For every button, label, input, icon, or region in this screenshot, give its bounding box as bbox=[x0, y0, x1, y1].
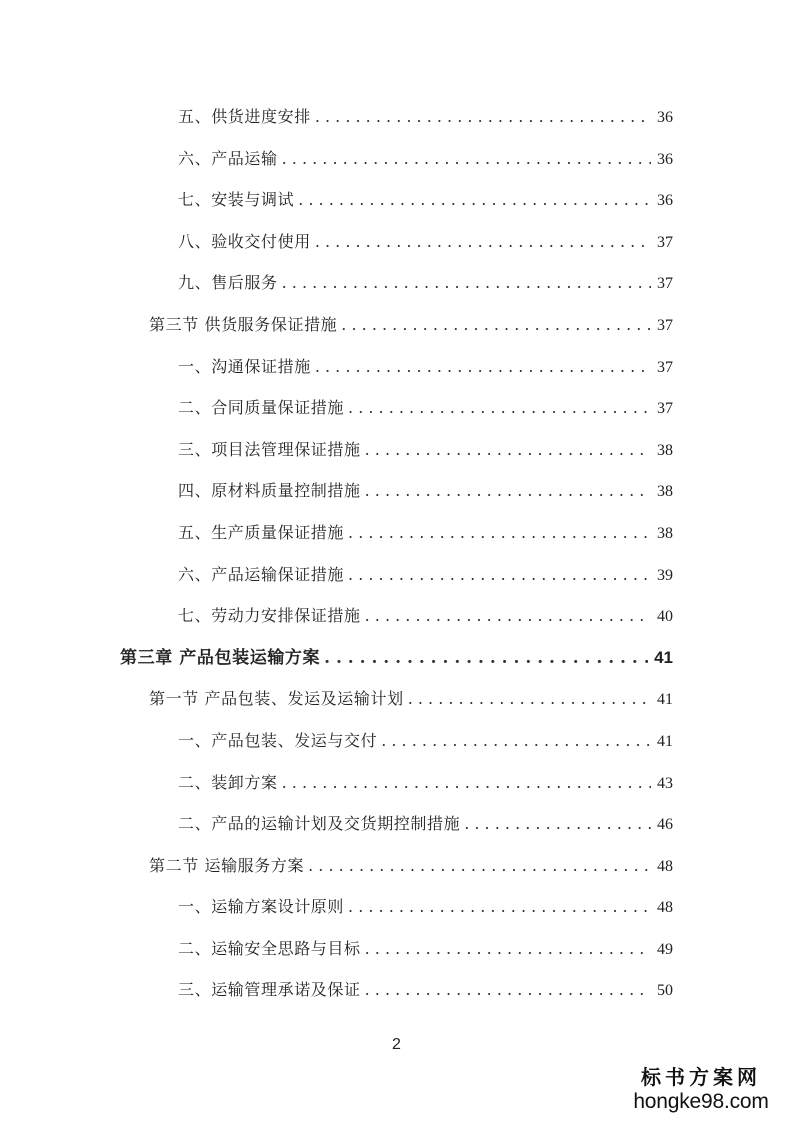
toc-dot-leader bbox=[324, 638, 648, 680]
toc-dot-leader bbox=[315, 96, 651, 138]
toc-entry-title: 第一节 产品包装、发运及运输计划 bbox=[149, 689, 404, 709]
toc-entry-title: 一、运输方案设计原则 bbox=[178, 897, 345, 917]
toc-dot-leader bbox=[348, 387, 651, 429]
toc-dot-leader bbox=[348, 512, 651, 554]
toc-dot-leader bbox=[308, 845, 651, 887]
toc-dot-leader bbox=[315, 346, 651, 388]
toc-entry-page: 38 bbox=[657, 441, 673, 459]
toc-entry-page: 40 bbox=[657, 608, 673, 626]
toc-entry-title: 二、运输安全思路与目标 bbox=[178, 938, 361, 958]
toc-entry-title: 一、沟通保证措施 bbox=[178, 356, 311, 376]
watermark bbox=[621, 1064, 781, 1114]
toc-entry-page: 49 bbox=[657, 940, 673, 958]
toc-entry[interactable] bbox=[0, 762, 793, 804]
toc-entry-title: 五、供货进度安排 bbox=[178, 107, 311, 126]
page-number: 2 bbox=[392, 1036, 401, 1053]
toc-dot-leader bbox=[315, 221, 651, 263]
toc-entry-page: 46 bbox=[657, 816, 673, 834]
toc-entry-title: 四、原材料质量控制措施 bbox=[178, 481, 361, 501]
toc-entry[interactable] bbox=[0, 470, 793, 512]
toc-entry-title: 三、运输管理承诺及保证 bbox=[178, 980, 361, 1000]
toc-entry-title: 七、安装与调试 bbox=[178, 190, 295, 210]
toc-dot-leader bbox=[282, 762, 651, 804]
toc-entry-page: 36 bbox=[657, 109, 673, 126]
toc-entry-title: 五、生产质量保证措施 bbox=[178, 522, 345, 542]
toc-entry-page: 50 bbox=[657, 982, 673, 1000]
toc-entry[interactable] bbox=[0, 720, 793, 762]
toc-entry-page: 38 bbox=[657, 483, 673, 501]
table-of-contents bbox=[0, 96, 793, 1011]
toc-entry[interactable] bbox=[0, 803, 793, 845]
toc-entry[interactable] bbox=[0, 969, 793, 1011]
toc-dot-leader bbox=[365, 969, 651, 1011]
toc-dot-leader bbox=[348, 886, 651, 928]
toc-entry[interactable] bbox=[0, 304, 793, 346]
watermark-name: 标书方案网 bbox=[641, 1065, 761, 1089]
toc-entry-title: 三、项目法管理保证措施 bbox=[178, 439, 361, 459]
toc-entry[interactable] bbox=[0, 678, 793, 720]
toc-dot-leader bbox=[464, 803, 651, 845]
toc-entry[interactable] bbox=[0, 595, 793, 637]
toc-dot-leader bbox=[282, 138, 651, 180]
toc-entry[interactable] bbox=[0, 512, 793, 554]
toc-entry-title: 二、合同质量保证措施 bbox=[178, 398, 345, 418]
toc-entry[interactable] bbox=[0, 179, 793, 221]
toc-dot-leader bbox=[365, 470, 651, 512]
toc-entry-title: 六、产品运输 bbox=[178, 148, 278, 168]
toc-entry-page: 39 bbox=[657, 566, 673, 584]
toc-entry-title: 六、产品运输保证措施 bbox=[178, 564, 345, 584]
toc-entry-title: 二、装卸方案 bbox=[178, 772, 278, 792]
toc-dot-leader bbox=[282, 262, 651, 304]
toc-entry-page: 43 bbox=[657, 774, 673, 792]
toc-entry-page: 37 bbox=[657, 275, 673, 293]
toc-entry[interactable] bbox=[0, 346, 793, 388]
toc-entry-title: 二、产品的运输计划及交货期控制措施 bbox=[178, 814, 461, 834]
toc-entry-title: 一、产品包装、发运与交付 bbox=[178, 730, 378, 750]
watermark-url: hongke98.com bbox=[633, 1090, 769, 1113]
toc-entry[interactable] bbox=[0, 845, 793, 887]
toc-entry-page: 48 bbox=[657, 899, 673, 917]
toc-entry-title: 八、验收交付使用 bbox=[178, 231, 311, 251]
toc-entry-page: 48 bbox=[657, 857, 673, 875]
toc-entry-page: 41 bbox=[654, 647, 673, 667]
toc-entry-title: 第二节 运输服务方案 bbox=[149, 855, 305, 875]
toc-entry-page: 38 bbox=[657, 524, 673, 542]
toc-dot-leader bbox=[365, 429, 651, 471]
toc-entry-page: 36 bbox=[657, 150, 673, 168]
toc-dot-leader bbox=[381, 720, 651, 762]
toc-entry-page: 41 bbox=[657, 732, 673, 750]
toc-entry-page: 37 bbox=[657, 358, 673, 376]
toc-entry[interactable] bbox=[0, 429, 793, 471]
toc-dot-leader bbox=[365, 928, 651, 970]
toc-entry[interactable] bbox=[0, 221, 793, 263]
toc-dot-leader bbox=[298, 179, 651, 221]
toc-entry-title: 九、售后服务 bbox=[178, 273, 278, 293]
toc-entry[interactable] bbox=[0, 928, 793, 970]
toc-entry[interactable] bbox=[0, 886, 793, 928]
toc-entry[interactable] bbox=[0, 387, 793, 429]
toc-entry-page: 41 bbox=[657, 691, 673, 709]
toc-entry-page: 37 bbox=[657, 233, 673, 251]
toc-dot-leader bbox=[341, 304, 651, 346]
toc-entry[interactable] bbox=[0, 262, 793, 304]
toc-dot-leader bbox=[348, 554, 651, 596]
toc-entry[interactable] bbox=[0, 138, 793, 180]
toc-dot-leader bbox=[408, 678, 651, 720]
toc-dot-leader bbox=[365, 595, 651, 637]
toc-entry-title: 第三章 产品包装运输方案 bbox=[120, 647, 321, 668]
toc-entry[interactable] bbox=[0, 637, 793, 679]
toc-entry-page: 37 bbox=[657, 400, 673, 418]
toc-entry[interactable] bbox=[0, 554, 793, 596]
toc-entry-title: 第三节 供货服务保证措施 bbox=[149, 314, 338, 334]
toc-entry[interactable] bbox=[0, 96, 793, 138]
toc-entry-page: 37 bbox=[657, 316, 673, 334]
toc-entry-page: 36 bbox=[657, 192, 673, 210]
toc-entry-title: 七、劳动力安排保证措施 bbox=[178, 606, 361, 626]
